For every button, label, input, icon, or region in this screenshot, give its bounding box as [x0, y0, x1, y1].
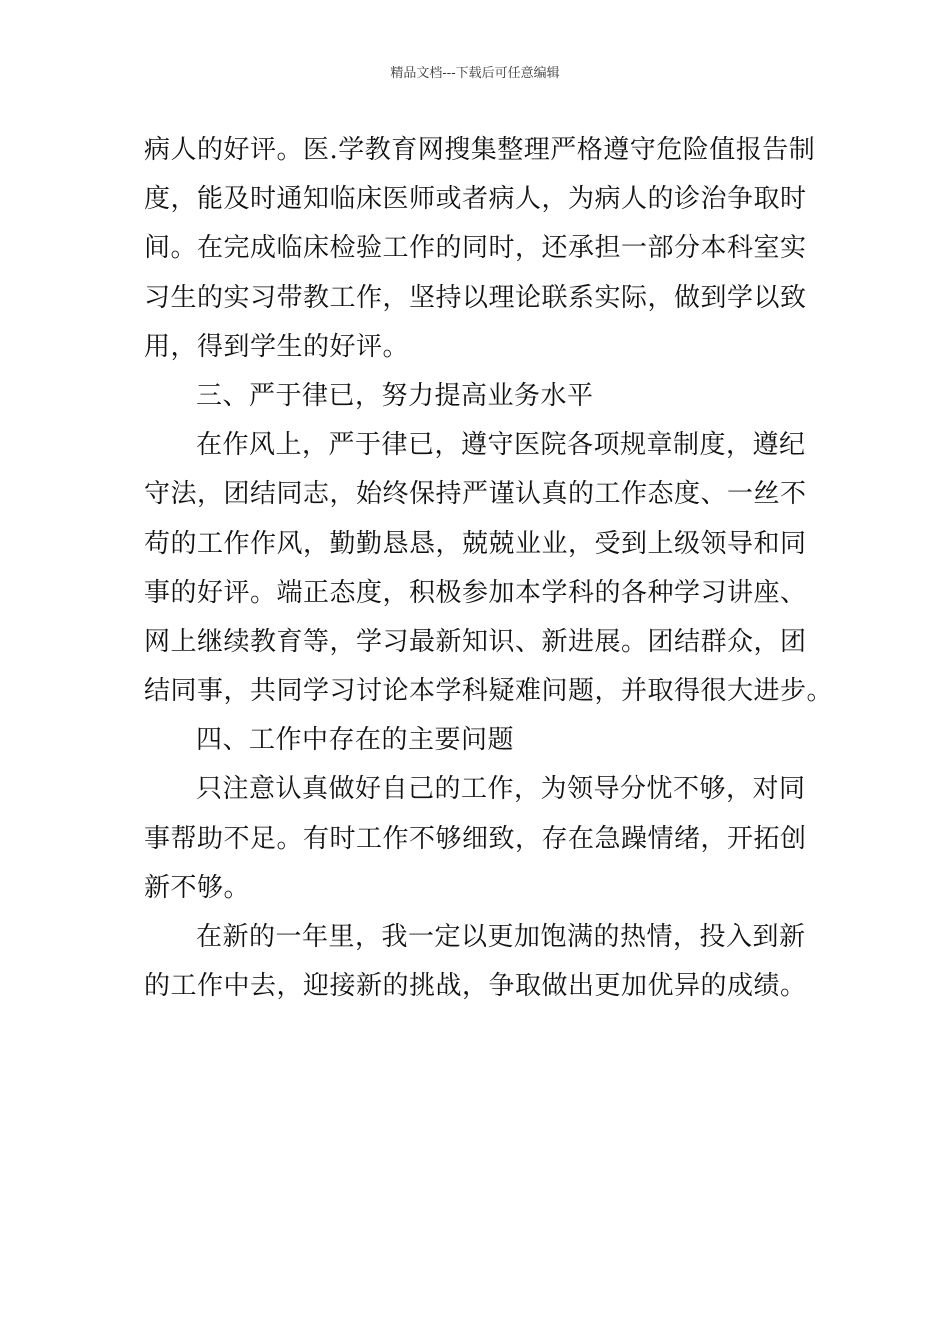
paragraph-line: 习生的实习带教工作，坚持以理论联系实际，做到学以致: [144, 282, 807, 313]
paragraph-line: 病人的好评。医.学教育网搜集整理严格遵守危险值报告制: [144, 135, 816, 165]
document-body: [144, 126, 834, 1011]
paragraph-line: 网上继续教育等，学习最新知识、新进展。团结群众，团: [144, 626, 807, 657]
page-header: 精品文档---下载后可任意编辑: [390, 66, 560, 81]
paragraph-line: 的工作中去，迎接新的挑战，争取做出更加优异的成绩。: [144, 971, 807, 1002]
section-heading: 三、严于律已，努力提高业务水平: [196, 380, 594, 411]
paragraph-line: 间。在完成临床检验工作的同时，还承担一部分本科室实: [144, 233, 807, 264]
paragraph-line: 用，得到学生的好评。: [144, 331, 410, 362]
paragraph-line: 新不够。: [144, 872, 251, 903]
paragraph-line: 守法，团结同志，始终保持严谨认真的工作态度、一丝不: [144, 479, 807, 510]
paragraph-line: 度，能及时通知临床医师或者病人，为病人的诊治争取时: [144, 184, 807, 215]
paragraph-line: 事的好评。端正态度，积极参加本学科的各种学习讲座、: [144, 577, 807, 608]
paragraph-line: 在作风上，严于律已，遵守医院各项规章制度，遵纪: [196, 430, 806, 461]
paragraph-line: 只注意认真做好自己的工作，为领导分忧不够，对同: [196, 774, 806, 805]
paragraph-line: 事帮助不足。有时工作不够细致，存在急躁情绪，开拓创: [144, 823, 807, 854]
paragraph-line: 结同事，共同学习讨论本学科疑难问题，并取得很大进步。: [144, 676, 834, 707]
section-heading: 四、工作中存在的主要问题: [196, 725, 515, 756]
paragraph-line: 在新的一年里，我一定以更加饱满的热情，投入到新: [196, 922, 806, 952]
paragraph-line: 苟的工作作风，勤勤恳恳，兢兢业业，受到上级领导和同: [144, 528, 807, 559]
